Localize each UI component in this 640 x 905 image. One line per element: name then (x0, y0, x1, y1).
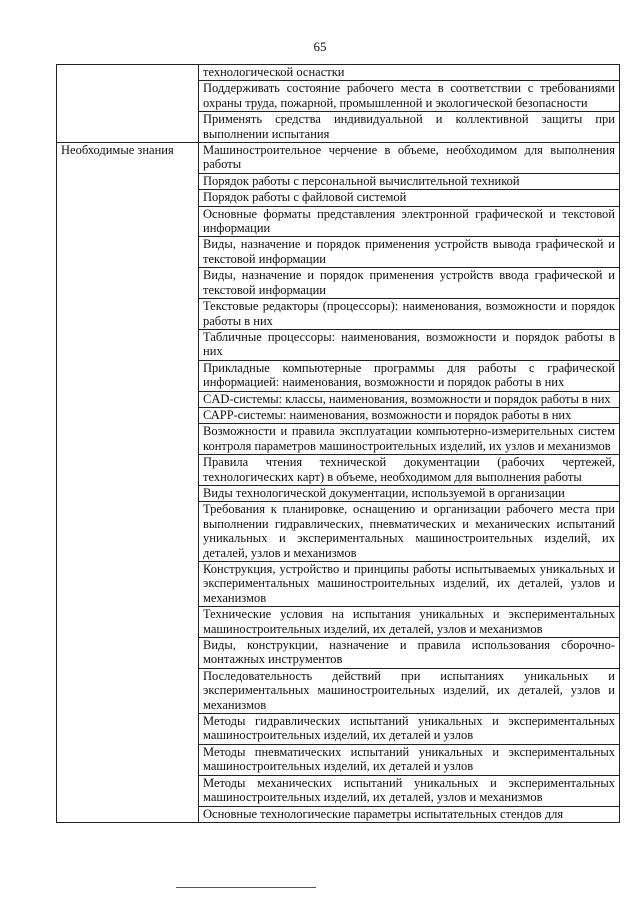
table-row (57, 143, 620, 174)
knowledge-item: Текстовые редакторы (процессоры): наименования, возможности и порядок работы в них (199, 299, 620, 330)
knowledge-item: Табличные процессоры: наименования, возможности и порядок работы в них (199, 329, 620, 360)
table-body (57, 65, 620, 823)
knowledge-item: Последовательность действий при испытаниях уникальных и экспериментальных машиностроительных изделий, их деталей, узлов и механизмов (199, 668, 620, 713)
knowledge-item: Виды, назначение и порядок применения устройств ввода графической и текстовой информации (199, 268, 620, 299)
knowledge-item: Виды технологической документации, используемой в организации (199, 485, 620, 501)
knowledge-label: Необходимые знания (57, 143, 199, 823)
knowledge-item: Прикладные компьютерные программы для работы с графической информацией: наименования, возможности и порядок работы в них (199, 360, 620, 391)
knowledge-item: Требования к планировке, оснащению и организации рабочего места при выполнении гидравлических, пневматических и механических испытаний уникальных и экспериментальных машиностроительных изделий, их деталей, узлов и механизмов (199, 502, 620, 562)
knowledge-item: Основные технологические параметры испытательных стендов для (199, 806, 620, 822)
bottom-divider (176, 887, 316, 888)
knowledge-item: Основные форматы представления электронной графической и текстовой информации (199, 206, 620, 237)
knowledge-item: Методы механических испытаний уникальных и экспериментальных машиностроительных изделий, их деталей, узлов и механизмов (199, 775, 620, 806)
knowledge-item: CAD-системы: классы, наименования, возможности и порядок работы в них (199, 391, 620, 407)
knowledge-item: Порядок работы с файловой системой (199, 190, 620, 206)
skill-item: Поддерживать состояние рабочего места в соответствии с требованиями охраны труда, пожарной, промышленной и экологической безопасности (199, 81, 620, 112)
skill-item: Применять средства индивидуальной и коллективной защиты при выполнении испытания (199, 112, 620, 143)
knowledge-item: Правила чтения технической документации (рабочих чертежей, технологических карт) в объеме, необходимом для выполнения работы (199, 455, 620, 486)
knowledge-item: Методы пневматических испытаний уникальных и экспериментальных машиностроительных изделий, их деталей и узлов (199, 744, 620, 775)
knowledge-item: Машиностроительное черчение в объеме, необходимом для выполнения работы (199, 143, 620, 174)
knowledge-item: Порядок работы с персональной вычислительной техникой (199, 173, 620, 189)
table-row (57, 65, 620, 81)
page-number: 65 (313, 39, 327, 54)
knowledge-item: Виды, конструкции, назначение и правила использования сборочно-монтажных инструментов (199, 638, 620, 669)
knowledge-item: Технические условия на испытания уникальных и экспериментальных машиностроительных изделий, их деталей, узлов и механизмов (199, 607, 620, 638)
knowledge-item: Возможности и правила эксплуатации компьютерно-измерительных систем контроля параметров машиностроительных изделий, их узлов и механизмов (199, 424, 620, 455)
knowledge-item: САРР-системы: наименования, возможности и порядок работы в них (199, 407, 620, 423)
knowledge-item: Виды, назначение и порядок применения устройств вывода графической и текстовой информации (199, 237, 620, 268)
skill-item: технологической оснастки (199, 65, 620, 81)
empty-label-cell (57, 65, 199, 143)
standard-table (56, 64, 620, 823)
knowledge-item: Конструкция, устройство и принципы работы испытываемых уникальных и экспериментальных машиностроительных изделий, их деталей, узлов и механизмов (199, 562, 620, 607)
knowledge-item: Методы гидравлических испытаний уникальных и экспериментальных машиностроительных изделий, их деталей и узлов (199, 714, 620, 745)
